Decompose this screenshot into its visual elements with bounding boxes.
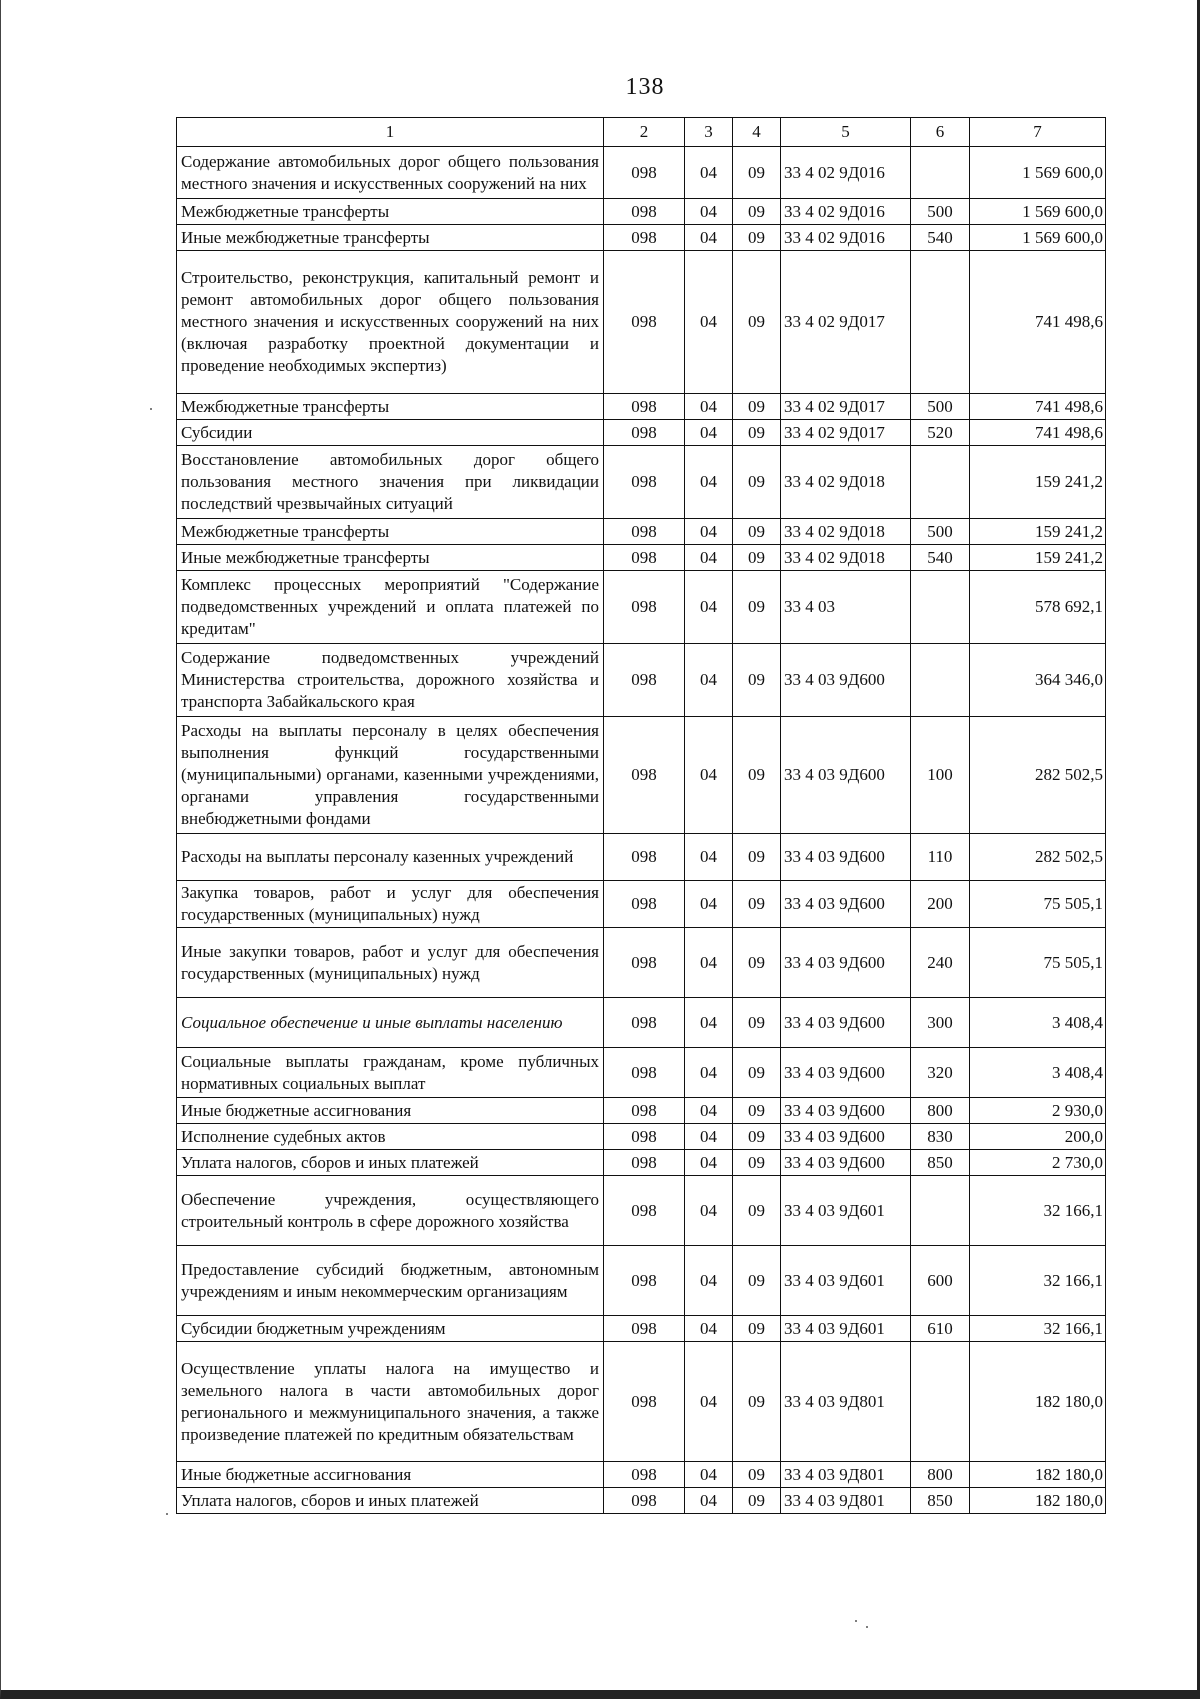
table-body xyxy=(177,147,1106,1514)
row-ministry-code: 098 xyxy=(604,1176,685,1246)
row-description: Социальные выплаты гражданам, кроме публичных нормативных социальных выплат xyxy=(177,1048,604,1098)
row-amount: 1 569 600,0 xyxy=(970,199,1106,225)
row-ministry-code: 098 xyxy=(604,1150,685,1176)
row-description: Расходы на выплаты персоналу в целях обеспечения выполнения функций государственными (муниципальными) органами, казенными учреждениями, органами управления государственными внебюджетными фондами xyxy=(177,717,604,834)
table-row xyxy=(177,1316,1106,1342)
row-description: Строительство, реконструкция, капитальный ремонт и ремонт автомобильных дорог общего пользования местного значения и искусственных сооружений на них (включая разработку проектной документации и проведение необходимых экспертиз) xyxy=(177,251,604,394)
row-amount: 32 166,1 xyxy=(970,1246,1106,1316)
row-section-code: 04 xyxy=(685,644,733,717)
row-section-code: 04 xyxy=(685,545,733,571)
table-row xyxy=(177,1150,1106,1176)
row-description: Межбюджетные трансферты xyxy=(177,519,604,545)
row-expense-type xyxy=(911,1176,970,1246)
row-subsection-code: 09 xyxy=(733,717,781,834)
row-target-article: 33 4 03 9Д600 xyxy=(781,928,911,998)
table-row xyxy=(177,225,1106,251)
row-amount: 32 166,1 xyxy=(970,1176,1106,1246)
row-ministry-code: 098 xyxy=(604,1124,685,1150)
row-amount: 2 730,0 xyxy=(970,1150,1106,1176)
row-section-code: 04 xyxy=(685,1316,733,1342)
row-ministry-code: 098 xyxy=(604,1342,685,1462)
row-expense-type: 850 xyxy=(911,1150,970,1176)
page-number: 138 xyxy=(625,74,665,100)
row-subsection-code: 09 xyxy=(733,446,781,519)
row-subsection-code: 09 xyxy=(733,928,781,998)
row-description: Межбюджетные трансферты xyxy=(177,394,604,420)
scan-speck xyxy=(150,408,152,410)
row-section-code: 04 xyxy=(685,881,733,928)
row-amount: 282 502,5 xyxy=(970,834,1106,881)
row-expense-type xyxy=(911,147,970,199)
row-amount: 3 408,4 xyxy=(970,998,1106,1048)
row-ministry-code: 098 xyxy=(604,717,685,834)
table-row xyxy=(177,717,1106,834)
row-amount: 1 569 600,0 xyxy=(970,147,1106,199)
row-section-code: 04 xyxy=(685,1246,733,1316)
row-amount: 741 498,6 xyxy=(970,251,1106,394)
row-expense-type: 610 xyxy=(911,1316,970,1342)
row-subsection-code: 09 xyxy=(733,147,781,199)
row-description: Межбюджетные трансферты xyxy=(177,199,604,225)
row-expense-type xyxy=(911,571,970,644)
row-expense-type: 540 xyxy=(911,225,970,251)
row-target-article: 33 4 03 9Д600 xyxy=(781,1098,911,1124)
row-subsection-code: 09 xyxy=(733,1316,781,1342)
row-expense-type xyxy=(911,446,970,519)
row-target-article: 33 4 02 9Д018 xyxy=(781,519,911,545)
row-target-article: 33 4 03 9Д600 xyxy=(781,834,911,881)
row-target-article: 33 4 03 9Д600 xyxy=(781,1048,911,1098)
row-target-article: 33 4 03 9Д801 xyxy=(781,1342,911,1462)
table-row xyxy=(177,519,1106,545)
row-description: Иные межбюджетные трансферты xyxy=(177,225,604,251)
row-target-article: 33 4 02 9Д018 xyxy=(781,446,911,519)
row-amount: 182 180,0 xyxy=(970,1342,1106,1462)
row-section-code: 04 xyxy=(685,717,733,834)
row-section-code: 04 xyxy=(685,834,733,881)
row-section-code: 04 xyxy=(685,571,733,644)
row-ministry-code: 098 xyxy=(604,446,685,519)
row-expense-type: 500 xyxy=(911,394,970,420)
row-section-code: 04 xyxy=(685,199,733,225)
table-row xyxy=(177,1176,1106,1246)
row-expense-type: 320 xyxy=(911,1048,970,1098)
row-subsection-code: 09 xyxy=(733,1488,781,1514)
table-row xyxy=(177,881,1106,928)
row-target-article: 33 4 03 9Д600 xyxy=(781,998,911,1048)
row-section-code: 04 xyxy=(685,394,733,420)
row-subsection-code: 09 xyxy=(733,420,781,446)
row-subsection-code: 09 xyxy=(733,225,781,251)
row-target-article: 33 4 03 9Д801 xyxy=(781,1462,911,1488)
row-target-article: 33 4 03 9Д600 xyxy=(781,1150,911,1176)
row-description: Субсидии xyxy=(177,420,604,446)
row-subsection-code: 09 xyxy=(733,1176,781,1246)
row-description: Расходы на выплаты персоналу казенных учреждений xyxy=(177,834,604,881)
table-row xyxy=(177,1342,1106,1462)
row-description: Обеспечение учреждения, осуществляющего строительный контроль в сфере дорожного хозяйства xyxy=(177,1176,604,1246)
row-amount: 578 692,1 xyxy=(970,571,1106,644)
row-description: Восстановление автомобильных дорог общего пользования местного значения при ликвидации последствий чрезвычайных ситуаций xyxy=(177,446,604,519)
row-subsection-code: 09 xyxy=(733,881,781,928)
row-description: Содержание подведомственных учреждений Министерства строительства, дорожного хозяйства и транспорта Забайкальского края xyxy=(177,644,604,717)
row-amount: 159 241,2 xyxy=(970,446,1106,519)
row-target-article: 33 4 03 9Д600 xyxy=(781,881,911,928)
row-expense-type: 200 xyxy=(911,881,970,928)
row-subsection-code: 09 xyxy=(733,1246,781,1316)
table-row xyxy=(177,1048,1106,1098)
row-section-code: 04 xyxy=(685,251,733,394)
row-ministry-code: 098 xyxy=(604,834,685,881)
table-row xyxy=(177,394,1106,420)
row-section-code: 04 xyxy=(685,1462,733,1488)
row-section-code: 04 xyxy=(685,519,733,545)
row-expense-type: 520 xyxy=(911,420,970,446)
row-description: Иные закупки товаров, работ и услуг для обеспечения государственных (муниципальных) нужд xyxy=(177,928,604,998)
row-description: Уплата налогов, сборов и иных платежей xyxy=(177,1488,604,1514)
row-ministry-code: 098 xyxy=(604,1316,685,1342)
row-description: Осуществление уплаты налога на имущество и земельного налога в части автомобильных дорог регионального и межмуниципального значения, а также произведение платежей по кредитным обязательствам xyxy=(177,1342,604,1462)
row-section-code: 04 xyxy=(685,147,733,199)
row-target-article: 33 4 02 9Д017 xyxy=(781,420,911,446)
row-ministry-code: 098 xyxy=(604,545,685,571)
row-section-code: 04 xyxy=(685,225,733,251)
row-ministry-code: 098 xyxy=(604,199,685,225)
row-target-article: 33 4 02 9Д017 xyxy=(781,251,911,394)
row-target-article: 33 4 02 9Д018 xyxy=(781,545,911,571)
row-amount: 182 180,0 xyxy=(970,1462,1106,1488)
table-row xyxy=(177,1246,1106,1316)
row-section-code: 04 xyxy=(685,1176,733,1246)
row-amount: 364 346,0 xyxy=(970,644,1106,717)
row-expense-type: 110 xyxy=(911,834,970,881)
row-expense-type xyxy=(911,1342,970,1462)
row-subsection-code: 09 xyxy=(733,394,781,420)
row-amount: 75 505,1 xyxy=(970,881,1106,928)
row-subsection-code: 09 xyxy=(733,644,781,717)
table-row xyxy=(177,545,1106,571)
row-ministry-code: 098 xyxy=(604,394,685,420)
table-row xyxy=(177,644,1106,717)
row-subsection-code: 09 xyxy=(733,519,781,545)
row-description: Комплекс процессных мероприятий "Содержание подведомственных учреждений и оплата платежей по кредитам" xyxy=(177,571,604,644)
row-subsection-code: 09 xyxy=(733,199,781,225)
scan-speck xyxy=(866,1626,868,1628)
row-target-article: 33 4 02 9Д017 xyxy=(781,394,911,420)
row-description: Иные бюджетные ассигнования xyxy=(177,1462,604,1488)
row-description: Закупка товаров, работ и услуг для обеспечения государственных (муниципальных) нужд xyxy=(177,881,604,928)
table-row xyxy=(177,446,1106,519)
row-ministry-code: 098 xyxy=(604,251,685,394)
row-target-article: 33 4 02 9Д016 xyxy=(781,199,911,225)
row-target-article: 33 4 03 9Д601 xyxy=(781,1246,911,1316)
row-expense-type: 600 xyxy=(911,1246,970,1316)
row-ministry-code: 098 xyxy=(604,519,685,545)
scan-speck xyxy=(855,1620,857,1622)
row-description: Иные бюджетные ассигнования xyxy=(177,1098,604,1124)
row-description: Содержание автомобильных дорог общего пользования местного значения и искусственных сооружений на них xyxy=(177,147,604,199)
row-amount: 32 166,1 xyxy=(970,1316,1106,1342)
row-amount: 159 241,2 xyxy=(970,545,1106,571)
row-section-code: 04 xyxy=(685,1048,733,1098)
row-expense-type xyxy=(911,644,970,717)
table-row xyxy=(177,834,1106,881)
table-row xyxy=(177,1124,1106,1150)
budget-table xyxy=(176,117,1106,1514)
row-subsection-code: 09 xyxy=(733,1342,781,1462)
row-expense-type: 240 xyxy=(911,928,970,998)
row-expense-type xyxy=(911,251,970,394)
row-target-article: 33 4 03 9Д601 xyxy=(781,1176,911,1246)
row-expense-type: 800 xyxy=(911,1098,970,1124)
row-ministry-code: 098 xyxy=(604,1246,685,1316)
row-description: Субсидии бюджетным учреждениям xyxy=(177,1316,604,1342)
row-target-article: 33 4 03 9Д801 xyxy=(781,1488,911,1514)
row-subsection-code: 09 xyxy=(733,1048,781,1098)
table-row xyxy=(177,420,1106,446)
row-expense-type: 800 xyxy=(911,1462,970,1488)
row-ministry-code: 098 xyxy=(604,928,685,998)
row-expense-type: 100 xyxy=(911,717,970,834)
scan-speck xyxy=(166,1513,168,1515)
row-section-code: 04 xyxy=(685,1098,733,1124)
row-subsection-code: 09 xyxy=(733,998,781,1048)
table-row xyxy=(177,251,1106,394)
row-section-code: 04 xyxy=(685,1150,733,1176)
header-cell-5: 5 xyxy=(781,118,911,147)
table-row xyxy=(177,1098,1106,1124)
row-target-article: 33 4 03 9Д600 xyxy=(781,644,911,717)
row-subsection-code: 09 xyxy=(733,834,781,881)
row-ministry-code: 098 xyxy=(604,1098,685,1124)
table-row xyxy=(177,147,1106,199)
header-cell-4: 4 xyxy=(733,118,781,147)
row-target-article: 33 4 02 9Д016 xyxy=(781,147,911,199)
row-amount: 159 241,2 xyxy=(970,519,1106,545)
header-row xyxy=(177,118,1106,147)
row-amount: 3 408,4 xyxy=(970,1048,1106,1098)
table-row xyxy=(177,998,1106,1048)
row-amount: 282 502,5 xyxy=(970,717,1106,834)
row-section-code: 04 xyxy=(685,1124,733,1150)
row-ministry-code: 098 xyxy=(604,420,685,446)
header-cell-6: 6 xyxy=(911,118,970,147)
row-ministry-code: 098 xyxy=(604,881,685,928)
table-row xyxy=(177,571,1106,644)
row-subsection-code: 09 xyxy=(733,1124,781,1150)
row-subsection-code: 09 xyxy=(733,1098,781,1124)
row-expense-type: 850 xyxy=(911,1488,970,1514)
header-cell-3: 3 xyxy=(685,118,733,147)
row-target-article: 33 4 03 9Д600 xyxy=(781,1124,911,1150)
row-expense-type: 830 xyxy=(911,1124,970,1150)
row-subsection-code: 09 xyxy=(733,1150,781,1176)
row-target-article: 33 4 03 9Д601 xyxy=(781,1316,911,1342)
table-row xyxy=(177,928,1106,998)
row-expense-type: 540 xyxy=(911,545,970,571)
row-ministry-code: 098 xyxy=(604,225,685,251)
row-expense-type: 500 xyxy=(911,519,970,545)
row-description: Уплата налогов, сборов и иных платежей xyxy=(177,1150,604,1176)
row-target-article: 33 4 03 xyxy=(781,571,911,644)
row-subsection-code: 09 xyxy=(733,571,781,644)
header-cell-1: 1 xyxy=(177,118,604,147)
row-section-code: 04 xyxy=(685,1342,733,1462)
row-ministry-code: 098 xyxy=(604,644,685,717)
row-section-code: 04 xyxy=(685,446,733,519)
row-ministry-code: 098 xyxy=(604,998,685,1048)
row-amount: 1 569 600,0 xyxy=(970,225,1106,251)
row-ministry-code: 098 xyxy=(604,1488,685,1514)
row-section-code: 04 xyxy=(685,998,733,1048)
row-amount: 182 180,0 xyxy=(970,1488,1106,1514)
row-description: Предоставление субсидий бюджетным, автономным учреждениям и иным некоммерческим организациям xyxy=(177,1246,604,1316)
row-amount: 200,0 xyxy=(970,1124,1106,1150)
row-ministry-code: 098 xyxy=(604,1462,685,1488)
row-target-article: 33 4 03 9Д600 xyxy=(781,717,911,834)
header-cell-2: 2 xyxy=(604,118,685,147)
row-description: Социальное обеспечение и иные выплаты населению xyxy=(177,998,604,1048)
row-ministry-code: 098 xyxy=(604,571,685,644)
row-section-code: 04 xyxy=(685,1488,733,1514)
row-ministry-code: 098 xyxy=(604,147,685,199)
row-ministry-code: 098 xyxy=(604,1048,685,1098)
row-target-article: 33 4 02 9Д016 xyxy=(781,225,911,251)
row-subsection-code: 09 xyxy=(733,251,781,394)
row-expense-type: 500 xyxy=(911,199,970,225)
row-amount: 2 930,0 xyxy=(970,1098,1106,1124)
row-amount: 75 505,1 xyxy=(970,928,1106,998)
table-row xyxy=(177,1462,1106,1488)
table-row xyxy=(177,199,1106,225)
row-description: Исполнение судебных актов xyxy=(177,1124,604,1150)
row-subsection-code: 09 xyxy=(733,545,781,571)
row-section-code: 04 xyxy=(685,928,733,998)
row-amount: 741 498,6 xyxy=(970,394,1106,420)
row-subsection-code: 09 xyxy=(733,1462,781,1488)
row-description: Иные межбюджетные трансферты xyxy=(177,545,604,571)
row-section-code: 04 xyxy=(685,420,733,446)
table-row xyxy=(177,1488,1106,1514)
header-cell-7: 7 xyxy=(970,118,1106,147)
row-amount: 741 498,6 xyxy=(970,420,1106,446)
row-expense-type: 300 xyxy=(911,998,970,1048)
